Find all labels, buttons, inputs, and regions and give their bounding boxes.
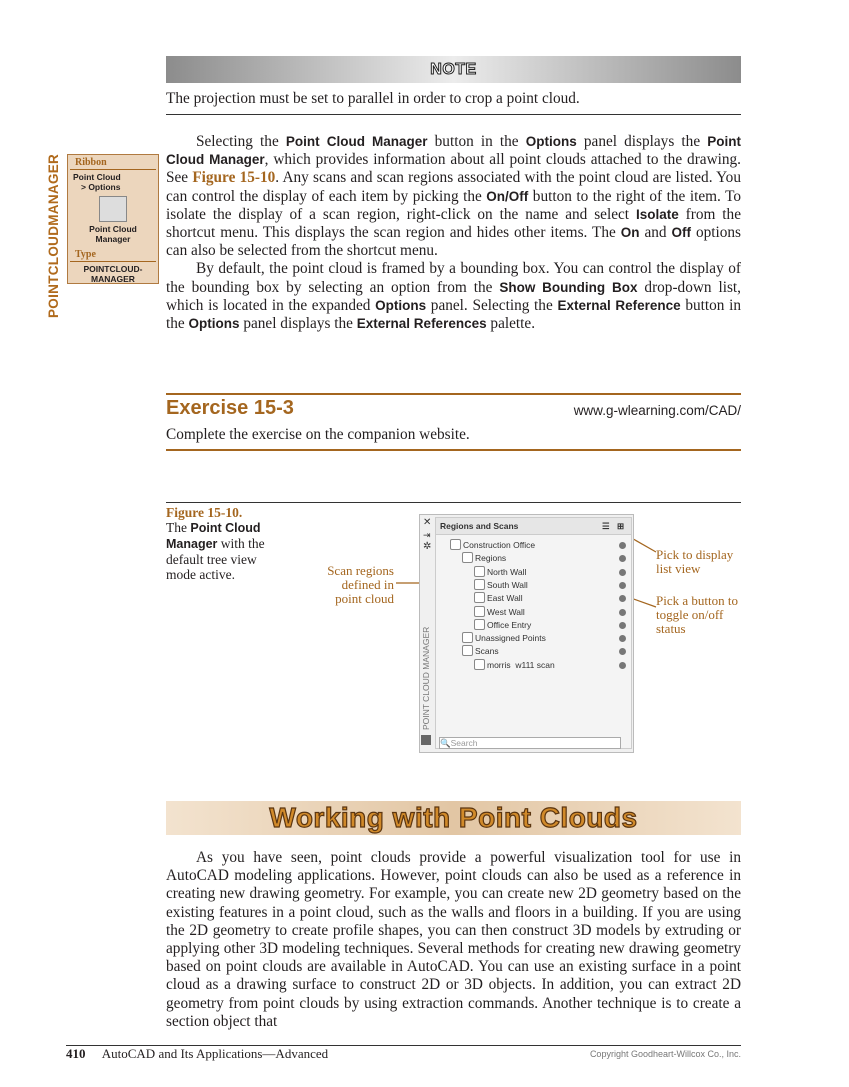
bold-term: Off — [671, 225, 691, 241]
point-cloud-item-icon — [462, 645, 473, 656]
figure-number: Figure 15-10. — [166, 505, 243, 520]
button-label-1: Point Cloud — [89, 224, 137, 234]
type-command-1: POINTCLOUD- — [83, 264, 143, 274]
point-cloud-manager-panel — [419, 514, 634, 753]
bold-term: Point Cloud Manager — [285, 134, 428, 149]
tree-item[interactable] — [436, 606, 631, 619]
type-heading: Type — [70, 247, 156, 262]
tree-item-label: morris w111 scan — [487, 659, 555, 670]
tree-item[interactable] — [436, 659, 631, 672]
properties-icon[interactable]: ✲ — [423, 541, 432, 552]
tree-item-label: Regions — [475, 553, 507, 564]
callout-scan-regions: Scan regions defined in point cloud — [327, 563, 394, 606]
exercise-url[interactable]: www.g-wlearning.com/CAD/ — [573, 403, 741, 418]
point-cloud-item-icon — [474, 566, 485, 577]
text-run: button to the right of the item. To isolate the display of a scan region, right-click on the name and select — [166, 187, 741, 223]
text-run: button in the — [166, 296, 742, 333]
tree-item[interactable] — [436, 539, 631, 552]
text-run: By default, the point cloud is framed by a bounding box. You can control the display of the bounding box by selecting an option from the — [166, 260, 741, 296]
bold-term: Options — [188, 316, 240, 332]
panel-menu-icon[interactable] — [421, 735, 431, 745]
text-run: drop-down list, which is located in the expanded — [166, 278, 741, 314]
tree-item[interactable] — [436, 592, 631, 605]
ribbon-path-1: Point Cloud — [73, 172, 121, 182]
tree-item[interactable] — [436, 645, 631, 658]
close-icon[interactable]: ✕ — [423, 517, 432, 528]
text-run: . Any scans and scan regions associated with the point cloud are listed. You can control the display of each item by picking the — [166, 169, 741, 205]
note-text: The projection must be set to parallel in order to crop a point cloud. — [166, 90, 580, 107]
bold-term: Options — [375, 297, 427, 313]
tree-item-label: South Wall — [487, 579, 528, 590]
section-heading-bar — [166, 801, 741, 835]
on-off-toggle[interactable] — [619, 648, 626, 655]
point-cloud-item-icon — [474, 592, 485, 603]
section-title: Working with Point Clouds — [269, 802, 638, 833]
caption-text-2: with the default tree view mode active. — [166, 536, 265, 582]
command-side-label: POINTCLOUDMANAGER — [46, 153, 61, 318]
on-off-toggle[interactable] — [619, 635, 626, 642]
callout-list-view: Pick to display list view — [656, 547, 734, 576]
on-off-toggle[interactable] — [619, 542, 626, 549]
point-cloud-item-icon — [474, 579, 485, 590]
text-run: panel displays the — [576, 133, 708, 150]
bold-term: Isolate — [635, 206, 679, 222]
tree-view-icon[interactable]: ⊞ — [617, 521, 625, 531]
text-run: , which provides information about all point clouds attached to the drawing. See — [166, 151, 741, 187]
text-run: Selecting the — [196, 133, 286, 150]
on-off-toggle[interactable] — [619, 622, 626, 629]
point-cloud-item-icon — [474, 659, 485, 670]
copyright: Copyright Goodheart-Willcox Co., Inc. — [589, 1049, 741, 1059]
tree-area — [435, 517, 632, 749]
on-off-toggle[interactable] — [619, 595, 626, 602]
ribbon-heading: Ribbon — [70, 155, 156, 170]
panel-header — [436, 518, 631, 535]
point-cloud-item-icon — [474, 606, 485, 617]
tree-item-label: Construction Office — [463, 540, 536, 550]
bold-term: External Reference — [557, 297, 681, 313]
figure-reference[interactable]: Figure 15-10 — [192, 169, 276, 187]
tree-item-label: East Wall — [487, 593, 523, 604]
search-placeholder: Search — [450, 738, 478, 748]
tree-item[interactable] — [436, 619, 631, 632]
bold-term: Options — [525, 134, 577, 149]
text-run: panel. Selecting the — [426, 296, 558, 314]
bold-term: On — [620, 225, 640, 241]
tree-item-label: Unassigned Points — [475, 633, 546, 644]
text-run: options can also be selected from the shortcut menu. — [166, 224, 741, 260]
page-number: 410 — [66, 1046, 86, 1061]
point-cloud-item-icon — [474, 619, 485, 630]
caption-bold: Point Cloud Manager — [166, 521, 261, 551]
tree-item[interactable] — [436, 632, 631, 645]
text-run: palette. — [486, 315, 536, 333]
button-label-2: Manager — [95, 234, 131, 244]
auto-hide-icon[interactable]: ⇥ — [423, 530, 431, 540]
exercise-text: Complete the exercise on the companion website. — [166, 426, 470, 443]
tree-item[interactable] — [436, 552, 631, 565]
panel-title: Regions and Scans — [440, 521, 519, 531]
caption-text: The — [166, 520, 191, 535]
tree-item-label: West Wall — [487, 606, 525, 617]
tree-item[interactable] — [436, 566, 631, 579]
note-title: NOTE — [430, 61, 477, 78]
book-title: AutoCAD and Its Applications—Advanced — [101, 1046, 329, 1061]
type-command-2: MANAGER — [91, 274, 135, 284]
panel-vertical-title: POINT CLOUD MANAGER — [421, 626, 431, 730]
on-off-toggle[interactable] — [619, 609, 626, 616]
tree-item-label: Office Entry — [487, 619, 532, 630]
search-input[interactable] — [439, 737, 621, 749]
text-run: and — [639, 224, 672, 242]
ribbon-path-2: > Options — [81, 182, 121, 192]
callout-toggle: Pick a button to toggle on/off status — [656, 593, 738, 636]
tree-item[interactable] — [436, 579, 631, 592]
list-view-icon[interactable]: ☰ — [602, 521, 610, 531]
bold-term: On/Off — [486, 188, 529, 204]
on-off-toggle[interactable] — [619, 582, 626, 589]
search-icon: 🔍 — [440, 738, 451, 748]
tree-item-label: North Wall — [487, 566, 527, 577]
point-cloud-item-icon — [462, 632, 473, 643]
on-off-toggle[interactable] — [619, 569, 626, 576]
text-run: button in the — [427, 133, 526, 150]
point-cloud-item-icon — [450, 539, 461, 550]
section-paragraph: As you have seen, point clouds provide a powerful visualization tool for use in AutoCAD modeling applications. However, point clouds can also be used as a reference in creating new drawing geometry. For example, you can create new 2D geometry based on the existing features in a point cloud, such as the walls and floors in a building. If you are using the 2D geometry to create profile shapes, you can then construct 3D models by extruding or applying other 3D modeling techniques. Several methods for creating new drawing geometry based on point clouds are available in AutoCAD. You can use an existing surface in a point cloud as a drawing surface to construct 2D or 3D objects. In addition, you can extract 2D geometry from point clouds by using extraction commands. Another technique is to create a section object that — [166, 849, 741, 1030]
text-run: from the shortcut menu. This displays the scan region and hides other items. The — [166, 205, 741, 242]
on-off-toggle[interactable] — [619, 555, 626, 562]
text-run: panel displays the — [239, 315, 357, 333]
bold-term: Show Bounding Box — [499, 279, 638, 295]
bold-term: Point Cloud Manager — [166, 134, 741, 168]
footer — [66, 1046, 328, 1062]
exercise-title: Exercise 15-3 — [166, 397, 294, 419]
tree-item-label: Scans — [475, 646, 499, 657]
bold-term: External References — [356, 316, 487, 332]
point-cloud-item-icon — [462, 552, 473, 563]
on-off-toggle[interactable] — [619, 662, 626, 669]
